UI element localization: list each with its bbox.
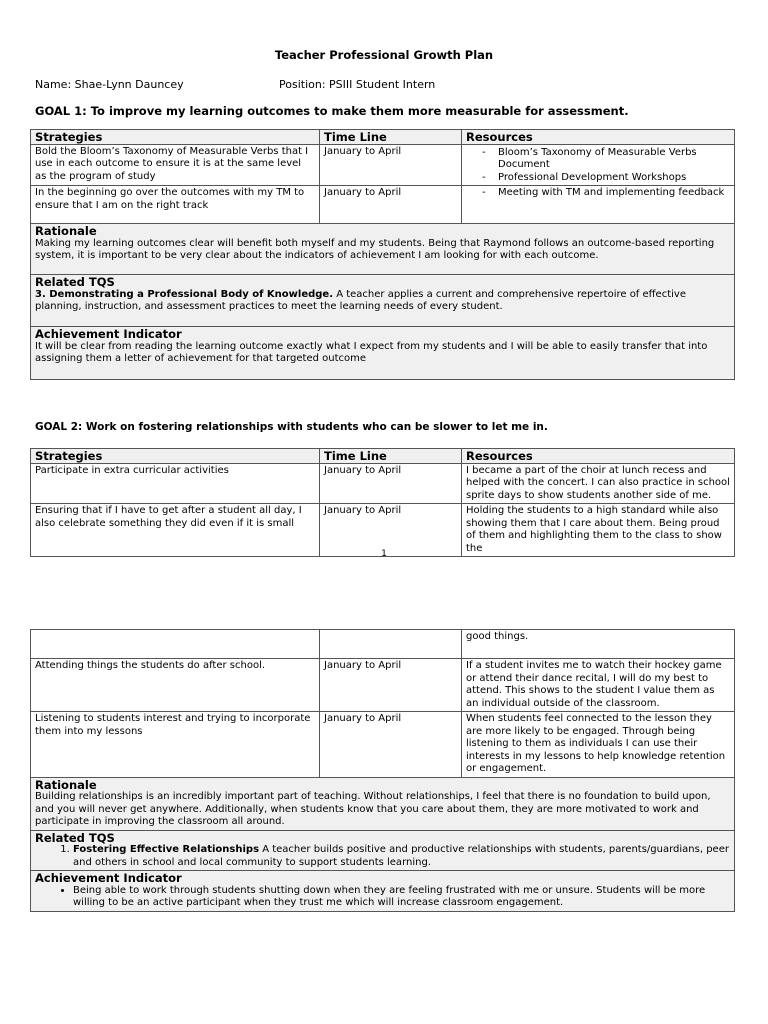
resources-cell: I became a part of the choir at lunch recess and helped with the concert. I can also practice in school sprite days to show students another side of me. [462, 463, 735, 504]
name-line: Name: Shae-Lynn Dauncey [35, 78, 184, 91]
tqs-item [73, 844, 730, 869]
resource-item: - Professional Development Workshops [498, 172, 730, 185]
indicator-list [35, 885, 730, 910]
resource-item: - Bloom’s Taxonomy of Measurable Verbs Document [498, 147, 730, 172]
table-row [31, 463, 735, 504]
goal2-heading: GOAL 2: Work on fostering relationships with students who can be slower to let me in. [35, 421, 548, 433]
goal1-heading: GOAL 1: To improve my learning outcomes to make them more measurable for assessment. [35, 104, 629, 118]
strategy-cell: Ensuring that if I have to get after a student all day, I also celebrate something they did even if it is small [31, 504, 320, 557]
tqs-description: A teacher builds positive and productive relationships with students, parents/guardians, peer and others in school and local community to support students learning. [73, 844, 729, 868]
indicator-row [31, 871, 735, 912]
tqs-row [31, 830, 735, 871]
resources-cell: good things. [462, 630, 735, 659]
page-break [0, 575, 768, 587]
strategy-cell: Participate in extra curricular activities [31, 463, 320, 504]
timeline-header: Time Line [320, 130, 462, 145]
indicator-text: It will be clear from reading the learning outcome exactly what I expect from my students and I will be able to easily transfer that into assigning them a letter of achievement for that targeted outcome [35, 340, 708, 364]
timeline-cell: January to April [320, 504, 462, 557]
indicator-row [31, 327, 735, 380]
goal2-table-part1 [30, 448, 735, 557]
resources-header: Resources [462, 130, 735, 145]
rationale-text: Building relationships is an incredibly important part of teaching. Without relationships, I feel that there is no foundation to build upon, and you will never get anywhere. Additionally, when students know that you care about them, they are more motivated to work and participate in improving the classroom all around. [35, 791, 711, 827]
tqs-description: A teacher applies a current and comprehensive repertoire of effective planning, instruction, and assessment practices to meet the learning needs of every student. [35, 288, 686, 312]
strategy-cell: In the beginning go over the outcomes with my TM to ensure that I am on the right track [31, 186, 320, 224]
tqs-list [35, 844, 730, 869]
timeline-cell: January to April [320, 659, 462, 712]
table-row [31, 659, 735, 712]
rationale-row [31, 224, 735, 275]
goal1-header-row [31, 130, 735, 145]
rationale-text: Making my learning outcomes clear will benefit both myself and my students. Being that Raymond follows an outcome-based reporting system, it is important to be very clear about the indicators of achievement I am looking for with each outcome. [35, 237, 715, 261]
tqs-row [31, 275, 735, 327]
document-page-2 [0, 587, 768, 1024]
document-title: Teacher Professional Growth Plan [274, 48, 494, 62]
resources-cell: If a student invites me to watch their hockey game or attend their dance recital, I will do my best to attend. This shows to the student I value them as an individual outside of the classroom. [462, 659, 735, 712]
tqs-title: Related TQS [35, 830, 115, 845]
strategies-header: Strategies [31, 130, 320, 145]
strategies-header: Strategies [31, 449, 320, 464]
timeline-cell [320, 630, 462, 659]
rationale-title: Rationale [35, 224, 97, 238]
strategy-cell [31, 630, 320, 659]
tqs-title: Related TQS [35, 275, 115, 289]
strategy-cell: Bold the Bloom’s Taxonomy of Measurable Verbs that I use in each outcome to ensure it is at the same level as the program of study [31, 144, 320, 186]
table-row [31, 630, 735, 659]
timeline-cell: January to April [320, 186, 462, 224]
goal2-table-part2 [30, 629, 735, 912]
tqs-competency: Fostering Effective Relationships [73, 844, 260, 855]
position-line: Position: PSIII Student Intern [279, 78, 436, 91]
page-number: 1 [381, 549, 387, 559]
resources-cell [462, 144, 735, 186]
indicator-item: • Being able to work through students shutting down when they are feeling frustrated with me or unsure. Students will be more willing to be an active participant when they trust me which will increase classroom engagement. [73, 885, 730, 910]
tqs-competency: 3. Demonstrating a Professional Body of Knowledge. [35, 288, 334, 300]
indicator-title: Achievement Indicator [35, 327, 182, 341]
timeline-cell: January to April [320, 144, 462, 186]
resources-header: Resources [462, 449, 735, 464]
resources-cell [462, 186, 735, 224]
strategy-cell: Attending things the students do after school. [31, 659, 320, 712]
resource-item: - Meeting with TM and implementing feedback [498, 187, 730, 200]
indicator-title: Achievement Indicator [35, 871, 182, 885]
timeline-cell: January to April [320, 712, 462, 778]
table-row [31, 712, 735, 778]
resources-cell: When students feel connected to the lesson they are more likely to be engaged. Through being listening to them as individuals I can use their interests in my lessons to help knowledge retention or engagement. [462, 712, 735, 778]
timeline-header: Time Line [320, 449, 462, 464]
goal1-table [30, 129, 735, 380]
table-row [31, 186, 735, 224]
resources-cell: Holding the students to a high standard while also showing them that I care about them. Being proud of them and highlighting them to the class to show the [462, 504, 735, 557]
rationale-title: Rationale [35, 777, 97, 792]
goal2-header-row [31, 449, 735, 464]
strategy-cell: Listening to students interest and trying to incorporate them into my lessons [31, 712, 320, 778]
table-row [31, 144, 735, 186]
timeline-cell: January to April [320, 463, 462, 504]
rationale-row [31, 777, 735, 830]
